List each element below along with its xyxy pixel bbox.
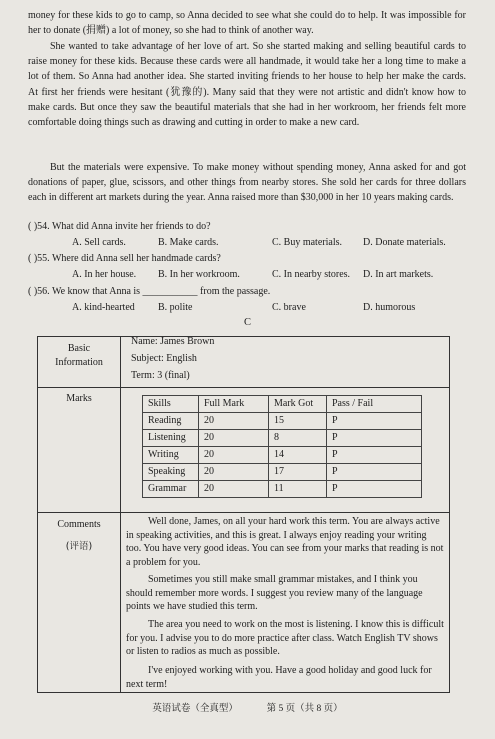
full-mark-cell: 20 xyxy=(199,464,269,481)
table-row xyxy=(143,447,422,464)
marks-header-row xyxy=(143,396,422,413)
skill-cell: Writing xyxy=(143,447,199,464)
table-row xyxy=(143,464,422,481)
pass-fail-cell: P xyxy=(327,430,422,447)
skill-cell: Listening xyxy=(143,430,199,447)
pass-fail-cell: P xyxy=(327,481,422,498)
skill-cell: Speaking xyxy=(143,464,199,481)
basic-label: Basic xyxy=(67,343,91,354)
table-row xyxy=(143,430,422,447)
mark-got-cell: 15 xyxy=(269,413,327,430)
section-c-label: C xyxy=(243,317,251,328)
skill-cell: Reading xyxy=(143,413,199,430)
q54-option-d: D. Donate materials. xyxy=(363,237,446,248)
comments-label-chinese: (评语) xyxy=(65,541,93,552)
full-mark-cell: 20 xyxy=(199,481,269,498)
page-footer xyxy=(0,700,495,714)
full-mark-cell: 20 xyxy=(199,430,269,447)
marks-table xyxy=(142,395,422,498)
table-row xyxy=(143,413,422,430)
passage-b-paragraph-2: She wanted to take advantage of her love of art. So she started making and selling beautiful cards to raise money for these kids. Because these cards were all handmade, it would take her a long time to make a lot of them. So Anna had another idea. She started inviting friends to her house to help her make the cards. At first her friends were hesitant (犹豫的). Many said that they were not artistic and didn't know how to make cards. But once they saw the beautiful materials that she had in her workroom, her friends felt more comfortable doing things such as drawing and cutting in order to make a new card. xyxy=(28,41,466,129)
pass-fail-cell: P xyxy=(327,447,422,464)
q56-option-b: B. polite xyxy=(158,302,193,313)
mark-got-cell: 8 xyxy=(269,430,327,447)
header-pass-fail: Pass / Fail xyxy=(327,396,422,413)
footer-page-number: 第 5 页（共 8 页） xyxy=(266,704,343,714)
table-row-divider xyxy=(38,387,449,388)
q55-option-b: B. In her workroom. xyxy=(158,269,240,280)
q54-option-c: C. Buy materials. xyxy=(272,237,342,248)
question-54: ( )54. What did Anna invite her friends to do? xyxy=(28,221,211,232)
header-full-mark: Full Mark xyxy=(199,396,269,413)
comments-label: Comments xyxy=(57,519,101,530)
mark-got-cell: 14 xyxy=(269,447,327,464)
q56-option-a: A. kind-hearted xyxy=(72,302,135,313)
q56-option-d: D. humorous xyxy=(363,302,416,313)
question-55: ( )55. Where did Anna sell her handmade cards? xyxy=(28,253,221,264)
q55-option-c: C. In nearby stores. xyxy=(272,269,351,280)
mark-got-cell: 17 xyxy=(269,464,327,481)
mark-got-cell: 11 xyxy=(269,481,327,498)
student-term: Term: 3 (final) xyxy=(131,370,190,381)
full-mark-cell: 20 xyxy=(199,413,269,430)
report-card-table xyxy=(37,336,450,693)
comment-paragraph-3: The area you need to work on the most is listening. I know this is difficult for you. I advise you to do more practice after class. Watch English TV shows or listen to radios as much as possible. xyxy=(126,619,444,657)
table-row-divider xyxy=(38,512,449,513)
full-mark-cell: 20 xyxy=(199,447,269,464)
passage-b-paragraph-3: But the materials were expensive. To make money without spending money, Anna asked for and got donations of paper, glue, scissors, and other things from nearby stores. She sold her cards for three dollars each in different art markets during the year. Anna raised more than $30,000 in her 10 years making cards. xyxy=(28,162,466,204)
information-label: Information xyxy=(55,357,103,368)
comment-paragraph-1: Well done, James, on all your hard work this term. You are always active in speaking activities, and this is great. I always enjoy reading your writing too. You have very good ideas. You can see from your marks that reading is not a problem for you. xyxy=(126,516,444,568)
footer-exam-title: 英语试卷（全真型） xyxy=(152,704,238,714)
pass-fail-cell: P xyxy=(327,413,422,430)
q55-option-a: A. In her house. xyxy=(72,269,137,280)
student-name: Name: James Brown xyxy=(131,336,215,347)
header-mark-got: Mark Got xyxy=(269,396,327,413)
header-skills: Skills xyxy=(143,396,199,413)
passage-b-paragraph-1: money for these kids to go to camp, so Anna decided to see what she could do to help. It was impossible for her to donate (捐赠) a lot of money, so she had to think of another way. xyxy=(28,10,466,37)
student-subject: Subject: English xyxy=(131,353,197,364)
marks-label: Marks xyxy=(66,393,92,404)
question-56: ( )56. We know that Anna is ___________ from the passage. xyxy=(28,286,271,297)
comment-paragraph-2: Sometimes you still make small grammar mistakes, and I think you should remember more words. I suggest you review many of the language points we have studied this term. xyxy=(126,574,423,612)
comment-paragraph-4: I've enjoyed working with you. Have a good holiday and good luck for next term! xyxy=(126,665,432,690)
pass-fail-cell: P xyxy=(327,464,422,481)
table-column-divider xyxy=(120,337,121,692)
q54-option-a: A. Sell cards. xyxy=(72,237,126,248)
table-row xyxy=(143,481,422,498)
q56-option-c: C. brave xyxy=(272,302,306,313)
q54-option-b: B. Make cards. xyxy=(158,237,219,248)
q55-option-d: D. In art markets. xyxy=(363,269,434,280)
skill-cell: Grammar xyxy=(143,481,199,498)
